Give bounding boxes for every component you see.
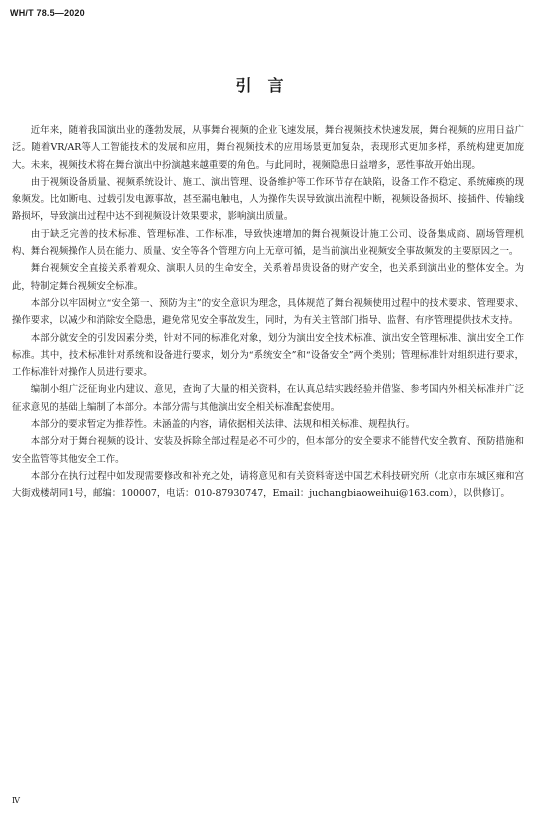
- page-number: Ⅳ: [12, 796, 20, 805]
- paragraph: 本部分的要求暂定为推荐性。未涵盖的内容，请依据相关法律、法规和相关标准、规程执行。: [30, 419, 416, 431]
- paragraph: 由于缺乏完善的技术标准、管理标准、工作标准，导致快速增加的舞台视频设计施工公司、设备集成商、剧场管理机构、舞台视频操作人员在能力、质量、安全等各个管理方向上无章可循，是当前演出业视频安全事故频发的主要原因之一。: [12, 228, 524, 258]
- paragraph: 近年来，随着我国演出业的蓬勃发展，从事舞台视频的企业飞速发展，舞台视频技术快速发展，舞台视频的应用日益广泛。随着VR/AR等人工智能技术的发展和应用，舞台视频技术的应用场景更加复杂，表现形式更加多样，系统构建更加庞大。未来，视频技术将在舞台演出中扮演越来越重要的角色。与此同时，视频隐患日益增多，恶性事故开始出现。: [12, 125, 524, 171]
- paragraph: 本部分就安全的引发因素分类，针对不同的标准化对象，划分为演出安全技术标准、演出安全管理标准、演出安全工作标准。其中，技术标准针对系统和设备进行要求，划分为“系统安全”和“设备安全”两个类别；管理标准针对组织进行要求，工作标准针对操作人员进行要求。: [12, 332, 524, 379]
- standard-code-header: WH/T 78.5—2020: [10, 8, 85, 18]
- introduction-body: [12, 122, 524, 503]
- paragraph: 编制小组广泛征询业内建议、意见，查询了大量的相关资料，在认真总结实践经验并借鉴、参考国内外相关标准并广泛征求意见的基础上编制了本部分。本部分需与其他演出安全相关标准配套使用。: [12, 384, 524, 413]
- section-title: 引言: [235, 76, 300, 95]
- paragraph: 由于视频设备质量、视频系统设计、施工、演出管理、设备维护等工作环节存在缺陷，设备工作不稳定、系统瘫痪的现象频发。比如断电、过载引发电源事故，甚至漏电触电，人为操作失误导致演出流程中断，视频设备损坏、接插件、传输线路损坏，导致演出过程中达不到视频设计效果要求，影响演出质量。: [12, 176, 524, 223]
- paragraph: 本部分以牢固树立“安全第一、预防为主”的安全意识为理念，具体规范了舞台视频使用过程中的技术要求、管理要求、操作要求，以减少和消除安全隐患，避免常见安全事故发生，同时，为有关主管部门指导、监督、有序管理提供技术支持。: [12, 297, 524, 327]
- paragraph: 本部分对于舞台视频的设计、安装及拆除全部过程是必不可少的，但本部分的安全要求不能替代安全教育、预防措施和安全监管等其他安全工作。: [12, 436, 524, 465]
- paragraph: 舞台视频安全直接关系着观众、演职人员的生命安全，关系着昂贵设备的财产安全，也关系到演出业的整体安全。为此，特制定舞台视频安全标准。: [12, 263, 524, 292]
- paragraph: 本部分在执行过程中如发现需要修改和补充之处，请将意见和有关资料寄送中国艺术科技研究所（北京市东城区雍和宫大街戏楼胡同1号，邮编：100007，电话：010-87930747，Email：juchangbiaoweihui@163.com），以供修订。: [12, 470, 524, 500]
